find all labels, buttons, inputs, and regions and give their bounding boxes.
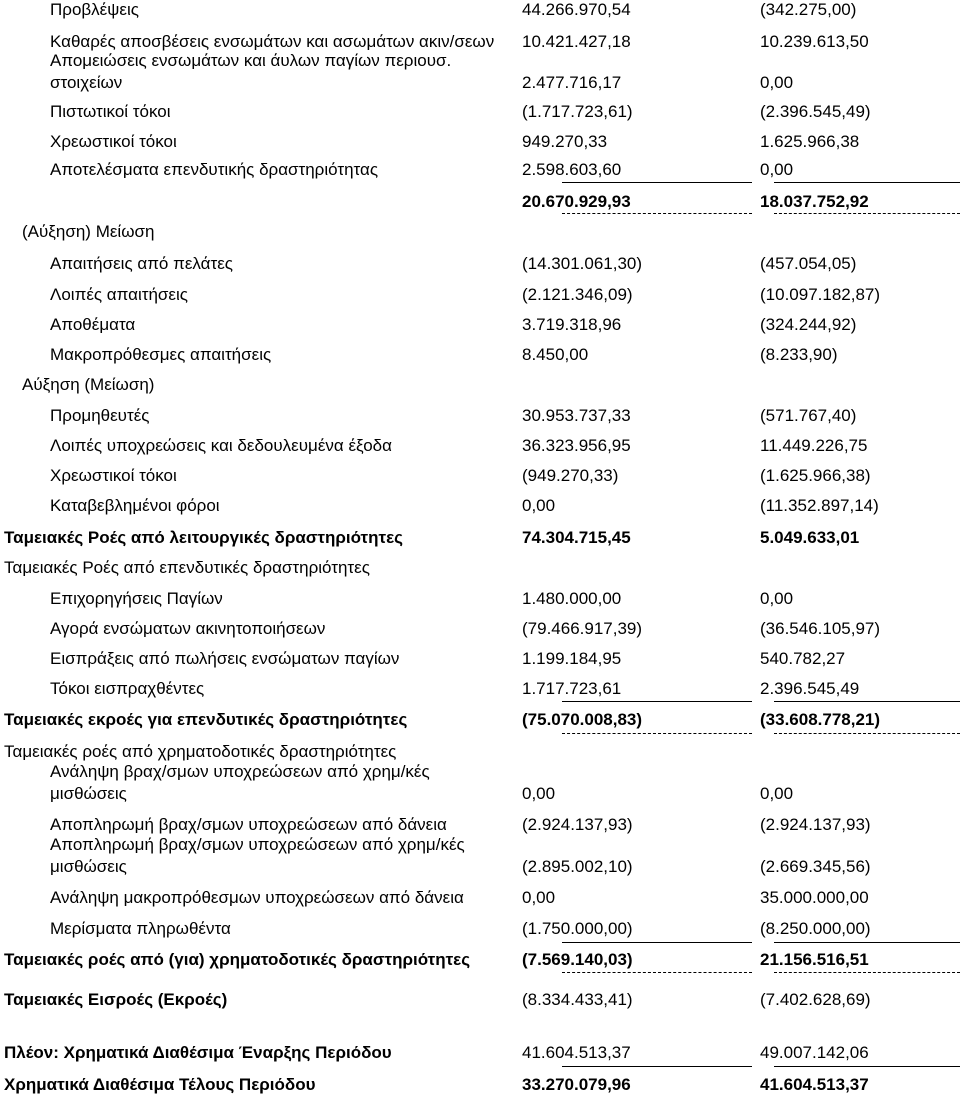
- row-label: Ανάληψη βραχ/σμων υποχρεώσεων από χρημ/κές: [50, 762, 430, 781]
- row-inventories: [0, 313, 960, 337]
- row-fixed-asset-grants: [0, 587, 960, 611]
- row-investing-cash-flows: [0, 708, 960, 732]
- row-increase-decrease-header: [0, 220, 960, 244]
- value-prior: (7.402.628,69): [760, 990, 871, 1009]
- value-current: 1.199.184,95: [522, 649, 622, 668]
- underline-prior: [774, 182, 960, 183]
- value-prior: (36.546.105,97): [760, 619, 881, 638]
- underline-prior: [774, 942, 960, 943]
- row-label: Αποτελέσματα επενδυτικής δραστηριότητας: [50, 160, 379, 179]
- row-lease-repayment-line2: [0, 855, 960, 879]
- value-current: 0,00: [522, 784, 556, 803]
- value-current: 2.477.716,17: [522, 73, 622, 92]
- row-label: μισθώσεις: [50, 857, 127, 876]
- row-label: Χρηματικά Διαθέσιμα Τέλους Περιόδου: [4, 1075, 316, 1094]
- row-label: Μερίσματα πληρωθέντα: [50, 919, 231, 938]
- row-label: Αγορά ενσώματων ακινητοποιήσεων: [50, 619, 326, 638]
- value-prior: 35.000.000,00: [760, 888, 869, 907]
- row-label: Προβλέψεις: [50, 0, 139, 19]
- value-prior: (10.097.182,87): [760, 285, 881, 304]
- value-prior: 0,00: [760, 160, 794, 179]
- row-impairments-line2: [0, 71, 960, 95]
- row-label: στοιχείων: [50, 73, 123, 92]
- row-label: Ταμειακές εκροές για επενδυτικές δραστηριότητες: [4, 710, 408, 729]
- row-lease-repayment-line1: [0, 833, 960, 857]
- value-prior: 2.396.545,49: [760, 679, 860, 698]
- row-label: Ταμειακές Ροές από λειτουργικές δραστηριότητες: [4, 528, 404, 547]
- value-current: 36.323.956,95: [522, 436, 631, 455]
- value-current: 8.450,00: [522, 345, 589, 364]
- row-suppliers: [0, 404, 960, 428]
- row-label: Ταμειακές ροές από (για) χρηματοδοτικές δραστηριότητες: [4, 950, 471, 969]
- dashed-line-current: [562, 972, 752, 973]
- value-current: 0,00: [522, 888, 556, 907]
- value-prior: (2.396.545,49): [760, 102, 871, 121]
- value-current: 30.953.737,33: [522, 406, 631, 425]
- row-label: Ανάληψη μακροπρόθεσμων υποχρεώσεων από δάνεια: [50, 888, 464, 907]
- row-label: Εισπράξεις από πωλήσεις ενσώματων παγίων: [50, 649, 400, 668]
- value-prior: 49.007.142,06: [760, 1043, 869, 1062]
- value-current: 949.270,33: [522, 132, 608, 151]
- row-interest-received: [0, 677, 960, 701]
- row-net-cash-flows: [0, 988, 960, 1012]
- underline-current: [562, 942, 752, 943]
- value-prior: (8.233,90): [760, 345, 838, 364]
- value-prior: 18.037.752,92: [760, 192, 869, 211]
- row-increase-decrease-liabilities-header: [0, 373, 960, 397]
- dashed-line-prior: [774, 213, 960, 214]
- value-current: 3.719.318,96: [522, 315, 622, 334]
- value-prior: 41.604.513,37: [760, 1075, 869, 1094]
- row-other-receivables: [0, 283, 960, 307]
- value-current: (75.070.008,83): [522, 710, 643, 729]
- row-interest-paid: [0, 464, 960, 488]
- row-provisions: [0, 0, 960, 22]
- value-current: 0,00: [522, 496, 556, 515]
- row-label: Ταμειακές Ροές από επενδυτικές δραστηριότητες: [4, 558, 370, 577]
- value-current: (2.121.346,09): [522, 285, 633, 304]
- row-interest-income: [0, 100, 960, 124]
- value-prior: 5.049.633,01: [760, 528, 860, 547]
- row-label: Αποπληρωμή βραχ/σμων υποχρεώσεων από χρημ/κές: [50, 835, 465, 854]
- value-prior: 1.625.966,38: [760, 132, 860, 151]
- value-current: (8.334.433,41): [522, 990, 633, 1009]
- value-prior: (33.608.778,21): [760, 710, 881, 729]
- row-sale-fixed-assets: [0, 647, 960, 671]
- row-label: Επιχορηγήσεις Παγίων: [50, 589, 223, 608]
- row-label: Ταμειακές Εισροές (Εκροές): [4, 990, 228, 1009]
- value-prior: 540.782,27: [760, 649, 846, 668]
- row-closing-cash: [0, 1073, 960, 1097]
- row-financing-cash-flows: [0, 948, 960, 972]
- value-prior: 0,00: [760, 73, 794, 92]
- value-prior: (342.275,00): [760, 0, 857, 19]
- underline-prior: [774, 701, 960, 702]
- value-current: (1.717.723,61): [522, 102, 633, 121]
- row-long-term-receivables: [0, 343, 960, 367]
- row-label: Χρεωστικοί τόκοι: [50, 132, 177, 151]
- dashed-line-prior: [774, 733, 960, 734]
- row-label: Λοιπές υποχρεώσεις και δεδουλευμένα έξοδα: [50, 436, 392, 455]
- value-current: (1.750.000,00): [522, 919, 633, 938]
- value-prior: (8.250.000,00): [760, 919, 871, 938]
- value-current: 20.670.929,93: [522, 192, 631, 211]
- value-current: 74.304.715,45: [522, 528, 631, 547]
- row-operating-cash-flows: [0, 526, 960, 550]
- value-prior: (2.669.345,56): [760, 857, 871, 876]
- row-dividends-paid: [0, 917, 960, 941]
- row-opening-cash: [0, 1041, 960, 1065]
- row-label: (Αύξηση) Μείωση: [22, 222, 155, 241]
- row-label: Τόκοι εισπραχθέντες: [50, 679, 205, 698]
- value-current: 2.598.603,60: [522, 160, 622, 179]
- value-prior: 10.239.613,50: [760, 32, 869, 51]
- value-current: (7.569.140,03): [522, 950, 633, 969]
- value-prior: (324.244,92): [760, 315, 857, 334]
- value-prior: (2.924.137,93): [760, 815, 871, 834]
- value-prior: 0,00: [760, 784, 794, 803]
- row-label: Καθαρές αποσβέσεις ενσωμάτων και ασωμάτων ακιν/σεων: [50, 32, 495, 51]
- value-current: (79.466.917,39): [522, 619, 643, 638]
- row-label: Αποθέματα: [50, 315, 136, 334]
- dashed-line-current: [562, 733, 752, 734]
- row-purchase-fixed-assets: [0, 617, 960, 641]
- row-label: Αύξηση (Μείωση): [22, 375, 155, 394]
- row-label: Καταβεβλημένοι φόροι: [50, 496, 220, 515]
- row-label: Προμηθευτές: [50, 406, 150, 425]
- value-prior: 0,00: [760, 589, 794, 608]
- value-current: (14.301.061,30): [522, 254, 643, 273]
- dashed-line-prior: [774, 972, 960, 973]
- value-prior: 11.449.226,75: [760, 436, 868, 455]
- underline-current: [562, 1066, 752, 1067]
- row-trade-receivables: [0, 252, 960, 276]
- row-subtotal: [0, 190, 960, 214]
- row-label: Αποπληρωμή βραχ/σμων υποχρεώσεων από δάνεια: [50, 815, 447, 834]
- value-prior: (11.352.897,14): [760, 496, 879, 515]
- value-prior: 21.156.516,51: [760, 950, 869, 969]
- value-current: (2.895.002,10): [522, 857, 633, 876]
- row-label: Πλέον: Χρηματικά Διαθέσιμα Έναρξης Περιόδου: [4, 1043, 392, 1062]
- row-taxes-paid: [0, 494, 960, 518]
- value-current: 10.421.427,18: [522, 32, 631, 51]
- value-current: (949.270,33): [522, 466, 619, 485]
- row-label: μισθώσεις: [50, 784, 127, 803]
- row-label: Χρεωστικοί τόκοι: [50, 466, 177, 485]
- row-lease-drawdown-line1: [0, 760, 960, 784]
- value-current: 33.270.079,96: [522, 1075, 631, 1094]
- value-current: 1.717.723,61: [522, 679, 622, 698]
- row-label: Απαιτήσεις από πελάτες: [50, 254, 233, 273]
- value-prior: (1.625.966,38): [760, 466, 871, 485]
- value-prior: (457.054,05): [760, 254, 857, 273]
- row-impairments-line1: [0, 49, 960, 73]
- row-label: Λοιπές απαιτήσεις: [50, 285, 188, 304]
- row-interest-expense: [0, 130, 960, 154]
- value-current: (2.924.137,93): [522, 815, 633, 834]
- row-label: Απομειώσεις ενσωμάτων και άυλων παγίων περιουσ.: [50, 51, 452, 70]
- row-lease-drawdown-line2: [0, 782, 960, 806]
- dashed-line-current: [562, 213, 752, 214]
- row-long-term-loan-drawdown: [0, 886, 960, 910]
- underline-prior: [774, 1066, 960, 1067]
- underline-current: [562, 182, 752, 183]
- row-label: Μακροπρόθεσμες απαιτήσεις: [50, 345, 272, 364]
- row-investing-header: [0, 556, 960, 580]
- row-label: Ταμειακές ροές από χρηματοδοτικές δραστηριότητες: [4, 742, 397, 761]
- value-current: 44.266.970,54: [522, 0, 631, 19]
- row-other-liabilities: [0, 434, 960, 458]
- row-investment-results: [0, 158, 960, 182]
- value-prior: (571.767,40): [760, 406, 857, 425]
- row-label: Πιστωτικοί τόκοι: [50, 102, 171, 121]
- value-current: 41.604.513,37: [522, 1043, 631, 1062]
- value-current: 1.480.000,00: [522, 589, 622, 608]
- underline-current: [562, 701, 752, 702]
